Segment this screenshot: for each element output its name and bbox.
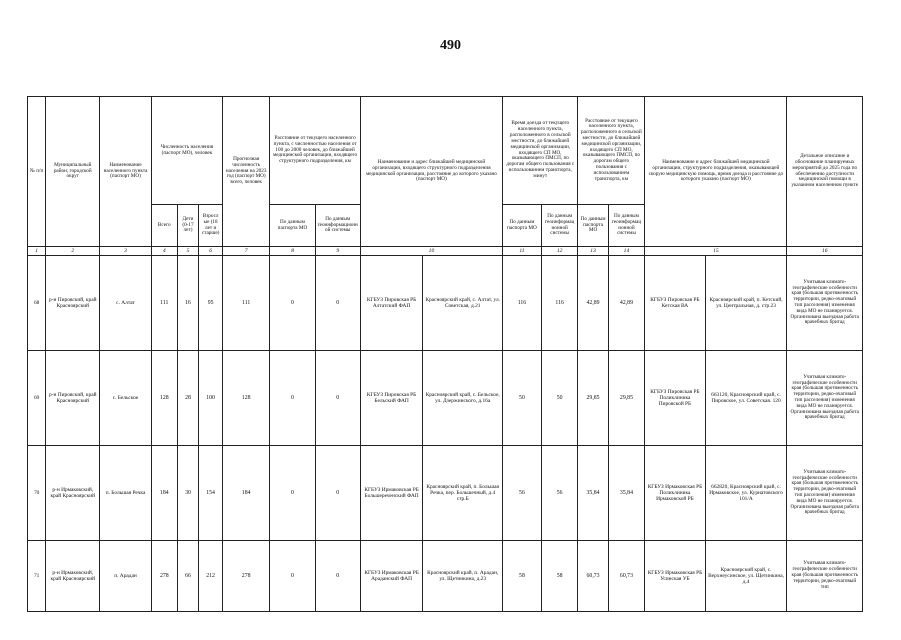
row-number: 69 — [28, 351, 46, 446]
row-dist2-geo: 35,84 — [608, 446, 645, 541]
row-mo-address: Красноярский край, п. Большая Речка, пер. Большечный, д.4 стр.Б — [423, 446, 503, 541]
row-emergency-address: 663120, Красноярский край, с. Пировское, ул. Советская. 120 — [705, 351, 787, 446]
row-district: р-н Пировский, край Красноярский — [46, 351, 100, 446]
row-emergency-address: Красноярский край, с. Верхнеусинское, ул. Щетинкина, д.4 — [705, 541, 787, 612]
row-forecast: 278 — [222, 541, 269, 612]
row-measures-note: Учитывая климато-географические особенности края (большая протяженность территории, редко-очаговый тип расселения) изменения вида МО не планируется. Организована выездная работа врачебных бригад — [787, 351, 863, 446]
row-mo-name: КГБУЗ Пировская РБ Алтатский ФАП — [360, 256, 422, 351]
row-time-geo: 56 — [541, 446, 578, 541]
row-emergency-name: КГБУЗ Ирмаковская РБ Усинская УБ — [645, 541, 705, 612]
row-dist-geo: 0 — [315, 351, 360, 446]
row-settlement: с. Алтат — [100, 256, 152, 351]
row-pop-adults: 95 — [199, 256, 223, 351]
column-number: 4 — [151, 247, 177, 256]
column-number: 10 — [360, 247, 502, 256]
header-dist-passport: По данным паспорта МО — [270, 205, 315, 247]
row-dist-passport: 0 — [270, 541, 315, 612]
row-emergency-name: КГБУЗ Пировская РБ Поликлиника Пировской РБ — [645, 351, 705, 446]
header-pop-adults: Взрослые (18 лет и старше) — [199, 205, 223, 247]
row-dist2-passport: 29,85 — [578, 351, 608, 446]
row-mo-address: Красноярский край, с. Бельское, ул. Дзержинского, д.16а — [423, 351, 503, 446]
row-dist2-geo: 42,89 — [608, 256, 645, 351]
column-number: 8 — [270, 247, 315, 256]
row-pop-total: 184 — [151, 446, 177, 541]
row-mo-name: КГБУЗ Пировская РБ Бельский ФАП — [360, 351, 422, 446]
row-forecast: 184 — [222, 446, 269, 541]
row-number: 71 — [28, 541, 46, 612]
row-forecast: 128 — [222, 351, 269, 446]
header-settlement: Наименование населенного пункта (паспорт МО) — [100, 97, 152, 247]
column-number: 5 — [177, 247, 199, 256]
header-emergency-care: Наименование и адрес ближайшей медицинской организации, структурного подразделения, оказывающей скорую медицинскую помощь, время доезда и расстояние до которого указано (паспорт МО) — [645, 97, 787, 247]
row-measures-note: Учитывая климато-географические особенности края (большая протяженность территории, редко-очаговый тип расселения) изменения вида МО не планируется. Организована выездная работа врачебных бригад — [787, 256, 863, 351]
row-emergency-name: КГБУЗ Ирмаковская РБ Поликлиника Ирмаковской РБ — [645, 446, 705, 541]
row-dist2-passport: 42,89 — [578, 256, 608, 351]
row-pop-adults: 154 — [199, 446, 223, 541]
column-number-row — [28, 247, 863, 256]
page-number: 490 — [440, 38, 461, 53]
row-dist2-passport: 60,73 — [578, 541, 608, 612]
row-forecast: 111 — [222, 256, 269, 351]
row-district: р-н Ирмаковский, край Красноярский — [46, 541, 100, 612]
row-measures-note: Учитывая климато-географические особенности края (большая протяженность территории, редко-очаговый тип расселения) изменения вида МО не планируется. Организована выездная работа врачебных бригад — [787, 446, 863, 541]
header-distance-group: Расстояние от текущего населенного пункта, с численностью населения от 100 до 2000 человек, до ближайшей медицинской организации, входящего структурного подразделения, км — [270, 97, 361, 205]
column-number: 16 — [787, 247, 863, 256]
row-time-passport: 116 — [503, 256, 542, 351]
row-dist2-geo: 60,73 — [608, 541, 645, 612]
table-row — [28, 256, 863, 351]
row-district: р-н Пировский, край Красноярский — [46, 256, 100, 351]
row-time-passport: 50 — [503, 351, 542, 446]
row-emergency-address: Красноярский край, п. Кетский, ул. Центральная, д. стр.23 — [705, 256, 787, 351]
row-pop-total: 278 — [151, 541, 177, 612]
row-settlement: п. Арадан — [100, 541, 152, 612]
row-mo-name: КГБУЗ Ирмаковская РБ Большереченский ФАП — [360, 446, 422, 541]
column-number: 9 — [315, 247, 360, 256]
row-settlement: с. Бельское — [100, 351, 152, 446]
header-road-distance-group: Расстояние от текущего населенного пункта, расположенного в сельской местности, до ближайшей медицинской организации, входящего СП МО, оказывающего ПМСП, по дорогам общего пользования с использованием транспорта, км — [578, 97, 645, 205]
row-emergency-address: 662820, Красноярский край, с. Ирмаковское, ул. Курнатовского 101/А — [705, 446, 787, 541]
column-number: 6 — [199, 247, 223, 256]
row-district: р-н Ирмаковский, край Красноярский — [46, 446, 100, 541]
accessibility-table — [27, 96, 863, 612]
column-number: 11 — [503, 247, 542, 256]
header-dist2-geo: По данным геоинформационной системы — [608, 205, 645, 247]
table-row — [28, 351, 863, 446]
row-pop-children: 66 — [177, 541, 199, 612]
column-number: 2 — [46, 247, 100, 256]
header-dist2-passport: По данным паспорта МО — [578, 205, 608, 247]
row-time-geo: 116 — [541, 256, 578, 351]
row-pop-children: 28 — [177, 351, 199, 446]
column-number: 14 — [608, 247, 645, 256]
row-settlement: п. Большая Речка — [100, 446, 152, 541]
header-pop-children: Дети (0-17 лет) — [177, 205, 199, 247]
row-time-geo: 58 — [541, 541, 578, 612]
row-pop-adults: 100 — [199, 351, 223, 446]
header-district: Муниципальный район, городской округ — [46, 97, 100, 247]
row-dist-passport: 0 — [270, 446, 315, 541]
row-dist-geo: 0 — [315, 256, 360, 351]
row-mo-name: КГБУЗ Ирмаковская РБ Араданский ФАП — [360, 541, 422, 612]
header-time-passport: По данным паспорта МО — [503, 205, 542, 247]
header-forecast: Прогнозная численность населения на 2023 год (паспорт МО) всего, человек — [222, 97, 269, 247]
row-pop-total: 111 — [151, 256, 177, 351]
header-number: № п/п — [28, 97, 46, 247]
column-number: 12 — [541, 247, 578, 256]
column-number: 13 — [578, 247, 608, 256]
row-dist-passport: 0 — [270, 256, 315, 351]
row-number: 70 — [28, 446, 46, 541]
header-nearest-mo: Наименование и адрес ближайшей медицинской организации, входящего структурного подразделения медицинской организации, расстояние до которого указано (паспорт МО) — [360, 97, 502, 247]
row-pop-total: 128 — [151, 351, 177, 446]
row-dist-passport: 0 — [270, 351, 315, 446]
row-measures-note: Учитывая климато-географические особенности края (большая протяженность территории, редко-очаговый тип — [787, 541, 863, 612]
column-number: 3 — [100, 247, 152, 256]
row-time-geo: 50 — [541, 351, 578, 446]
header-travel-time-group: Время доезда от текущего населенного пункта, расположенного в сельской местности, до ближайшей медицинской организации, входящего СП МО, оказывающего ПМСП, по дорогам общего пользования с использованием транспорта, минут — [503, 97, 578, 205]
header-measures: Детальное описание и обоснование планируемых мероприятий до 2025 года по обеспечению доступности медицинской помощи в указанном населенном пункте — [787, 97, 863, 247]
header-pop-total: Всего — [151, 205, 177, 247]
row-pop-children: 16 — [177, 256, 199, 351]
row-dist-geo: 0 — [315, 446, 360, 541]
column-number: 1 — [28, 247, 46, 256]
column-number: 7 — [222, 247, 269, 256]
row-mo-address: Красноярский край, с. Алтат, ул. Советская, д.21 — [423, 256, 503, 351]
table-row — [28, 446, 863, 541]
row-dist-geo: 0 — [315, 541, 360, 612]
row-pop-children: 30 — [177, 446, 199, 541]
row-emergency-name: КГБУЗ Пировская РБ Кетская ВА — [645, 256, 705, 351]
header-population-group: Численность населения (паспорт МО), человек — [151, 97, 222, 205]
row-pop-adults: 212 — [199, 541, 223, 612]
row-mo-address: Красноярский край, п. Арадан, ул. Щетинкина, д.23 — [423, 541, 503, 612]
header-row-top — [28, 97, 863, 205]
row-time-passport: 56 — [503, 446, 542, 541]
header-dist-geo: По данным геоинформационной системы — [315, 205, 360, 247]
header-time-geo: По данным геоинформационной системы — [541, 205, 578, 247]
table-row — [28, 541, 863, 612]
row-dist2-geo: 29,85 — [608, 351, 645, 446]
row-time-passport: 58 — [503, 541, 542, 612]
row-number: 68 — [28, 256, 46, 351]
column-number: 15 — [645, 247, 787, 256]
row-dist2-passport: 35,84 — [578, 446, 608, 541]
